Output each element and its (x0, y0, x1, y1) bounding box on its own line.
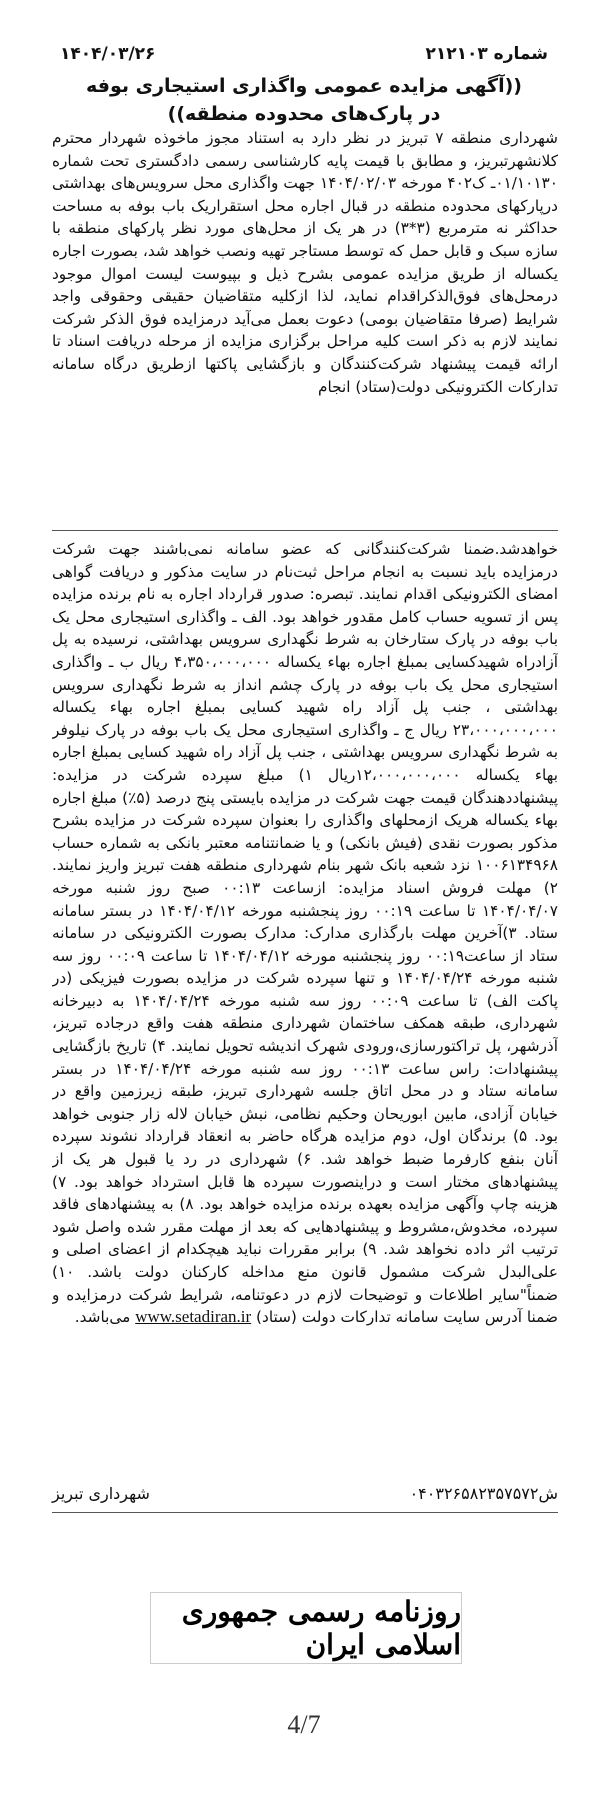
paragraph-2-ending: می‌باشد. (74, 1308, 131, 1327)
setad-website-link[interactable]: www.setadiran.ir (135, 1307, 252, 1327)
title-line-1: ((آگهی مزایده عمومی واگذاری استیجاری بوفه (86, 75, 522, 97)
page-number: 4/7 (287, 1710, 321, 1739)
footer-divider (52, 1512, 558, 1513)
newspaper-banner (150, 1592, 462, 1664)
ad-number: ش۰۴۰۳۲۶۵۸۲۳۵۷۵۷۲ (409, 1484, 558, 1503)
body-paragraph-2 (52, 538, 558, 1478)
signature: شهرداری تبریز (52, 1484, 150, 1503)
header-line (60, 40, 548, 68)
footer-line (52, 1484, 558, 1503)
column-divider (52, 530, 558, 531)
notice-number: شماره ۲۱۲۱۰۳ (425, 44, 548, 64)
notice-date: ۱۴۰۴/۰۳/۲۶ (60, 44, 156, 64)
paragraph-2-text: خواهدشد.ضمنا شرکت‌کنندگانی که عضو سامانه نمی‌باشند جهت شرکت درمزایده باید نسبت به انجام مراحل ثبت‌نام در سایت مذکور و دریافت گواهی امضای الکترونیکی اقدام نمایند. تبصره: صدور قرارداد اجاره به نام برنده مزایده پس از تسویه حساب کامل مقدور خواهد بود. الف ـ واگذاری استیجاری محل یک باب بوفه در پارک ستارخان به شرط نگهداری سرویس بهداشتی، نرسیده به پل آزادراه شهیدکسایی بمبلغ اجاره بهاء یکساله ۴،۳۵۰،۰۰۰،۰۰۰ ریال ب ـ واگذاری استیجاری محل یک باب بوفه در پارک چشم انداز به شرط نگهداری سرویس بهداشتی ، جنب پل آزاد راه شهید کسایی بمبلغ اجاره بهاء یکساله ۲۳،۰۰۰،۰۰۰،۰۰۰ ریال ج ـ واگذاری استیجاری محل یک باب بوفه در پارک نیلوفر به شرط نگهداری سرویس بهداشتی ، جنب پل آزاد راه شهید کسایی بمبلغ اجاره بهاء یکساله ۱۲،۰۰۰،۰۰۰،۰۰۰ریال ۱) مبلغ سپرده شرکت در مزایده: پیشنهاددهندگان قیمت جهت شرکت در مزایده بایستی پنج درصد (۵٪) مبلغ اجاره بهاء یکساله هریک ازمحلهای واگذاری را بعنوان سپرده شرکت در مزایده بشرح مذکور بصورت نقدی (فیش بانکی) و یا ضمانتنامه معتبر بانکی به شماره حساب ۱۰۰۶۱۳۴۹۶۸ نزد شعبه بانک شهر بنام شهرداری منطقه هفت تبریز واریز نمایند. ۲) مهلت فروش اسناد مزایده: ازساعت ۰۰:۱۳ صبح روز شنبه مورخه ۱۴۰۴/۰۴/۰۷ تا ساعت ۰۰:۱۹ روز پنجشنبه مورخه ۱۴۰۴/۰۴/۱۲ در بستر سامانه ستاد. ۳)آخرین مهلت بارگذاری مدارک: مدارک بصورت الکترونیکی در سامانه ستاد از ساعت۰۰:۱۹ روز پنجشنبه مورخه ۱۴۰۴/۰۴/۱۲ تا ساعت ۰۰:۰۹ روز سه شنبه مورخه ۱۴۰۴/۰۴/۲۴ و تنها سپرده شرکت در مزایده بصورت فیزیکی (در پاکت الف) تا ساعت ۰۰:۰۹ روز سه شنبه مورخه ۱۴۰۴/۰۴/۲۴ به دبیرخانه شهرداری، طبقه همکف ساختمان شهرداری منطقه هفت واقع درجاده تبریز، آذرشهر، پل تراکتورسازی،ورودی شهرک اندیشه تحویل نمایند. ۴) تاریخ بازگشایی پیشنهادات: راس ساعت ۰۰:۱۳ روز سه شنبه مورخه ۱۴۰۴/۰۴/۲۴ در بستر سامانه ستاد و در محل اتاق جلسه شهرداری تبریز، طبقه زیرزمین واقع در خیابان آزادی، مابین ابوریحان وحکیم نظامی، نبش خیابان لاله زار جنوبی خواهد بود. ۵) برندگان اول، دوم مزایده هرگاه حاضر به انعقاد قرارداد نشوند سپرده آنان بنفع کارفرما ضبط خواهد شد. ۶) شهرداری در رد یا قبول هر یک از پیشنهادهای مختار است و دراینصورت سپرده ها قابل استرداد خواهد بود. ۷) هزینه چاپ وآگهی مزایده بعهده برنده مزایده خواهد بود. ۸) به پیشنهادهای فاقد سپرده، مخدوش،مشروط و پیشنهادهایی که بعد از مهلت مقرر شده واصل شود ترتیب اثر داده نخواهد شد. ۹) برابر مقررات نباید هیچکدام از اعضای اصلی و علی‌البدل شرکت مشمول قانون منع مداخله کارکنان دولت باشد. ۱۰) ضمناً"سایر اطلاعات و توضیحات لازم در دعوتنامه، شرایط شرکت درمزایده و ضمنا آدرس سایت سامانه تدارکات دولت (ستاد) (52, 540, 558, 1327)
notice-title (50, 72, 558, 128)
body-paragraph-1: شهرداری منطقه ۷ تبریز در نظر دارد به استناد مجوز ماخوذه شهردار محترم کلانشهرتبریز، و مطابق با قیمت پایه کارشناسی رسمی دادگستری تحت شماره ۰۱/۱۰۱۳۰ـ ک۴۰۲ مورخه ۱۴۰۴/۰۲/۰۳ جهت واگذاری محل سرویس‌های بهداشتی درپارکهای محدوده منطقه در قبال اجاره محل استقراریک باب بوفه به مساحت حداکثر نه مترمربع (۳*۳) در هر یک از محل‌های مورد نظر پارکهای منطقه با سازه سبک و قابل حمل که توسط مستاجر تهیه ونصب خواهد شد، بصورت اجاره یکساله از طریق مزایده عمومی بشرح ذیل و بپیوست لیست اموال موجود درمحل‌های فوق‌الذکراقدام نماید، لذا ازکلیه متقاضیان حقیقی وحقوقی واجد شرایط (صرفا متقاضیان بومی) دعوت بعمل می‌آید درمزایده فوق الذکر شرکت نمایند لازم به ذکر است کلیه مراحل برگزاری مزایده از مرحله دریافت اسناد تا ارائه قیمت پیشنهاد شرکت‌کنندگان و بازگشایی پاکتها ازطریق درگاه سامانه تدارکات الکترونیکی دولت(ستاد) انجام (52, 129, 558, 396)
title-line-2: در پارک‌های محدوده منطقه)) (167, 103, 441, 125)
banner-text: روزنامه رسمی جمهوری اسلامی ایران (181, 1595, 461, 1661)
